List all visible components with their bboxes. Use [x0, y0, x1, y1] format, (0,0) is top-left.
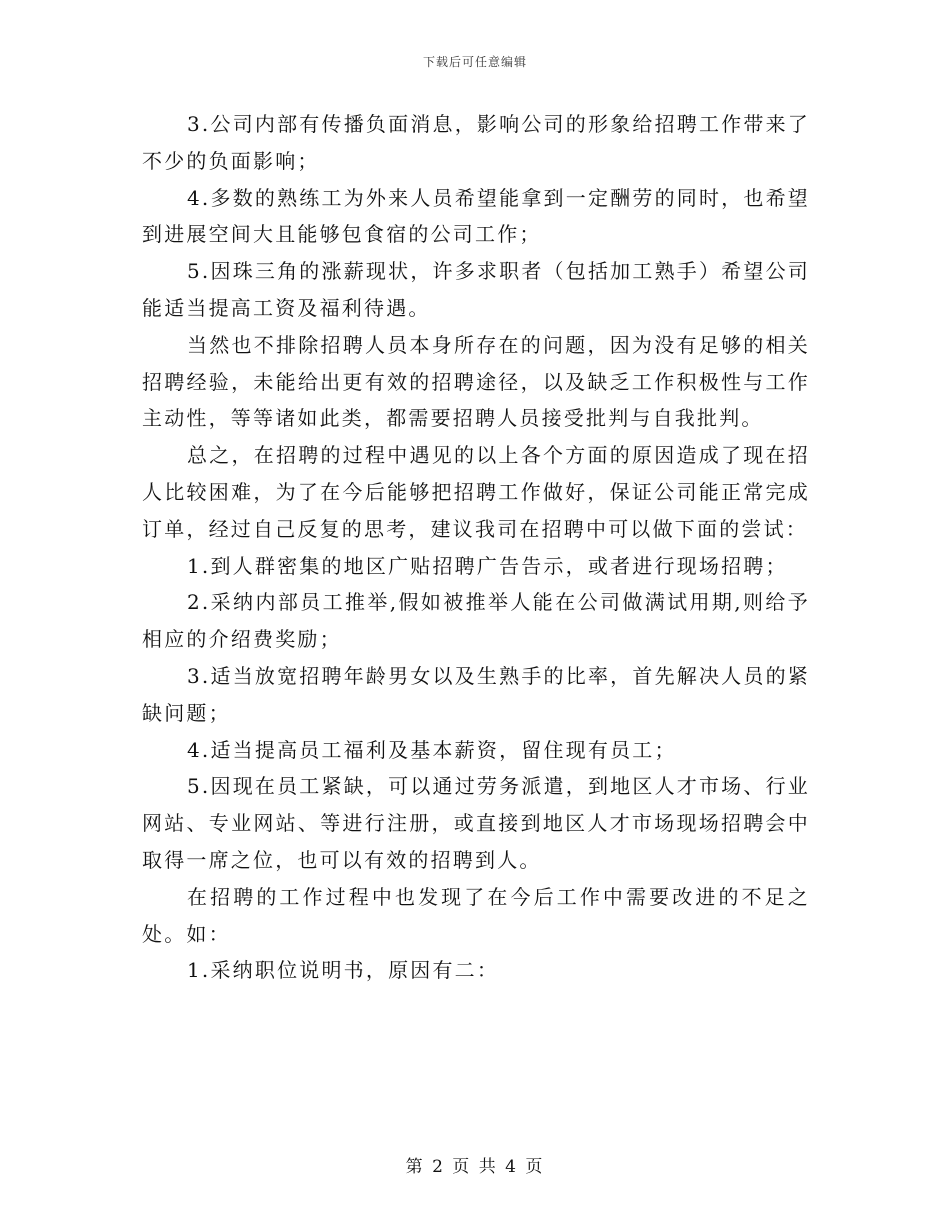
paragraph: 4.多数的熟练工为外来人员希望能拿到一定酬劳的同时，也希望到进展空间大且能够包食宿的公司工作；	[142, 185, 810, 247]
paragraph: 3.适当放宽招聘年龄男女以及生熟手的比率，首先解决人员的紧缺问题；	[142, 663, 810, 725]
paragraph: 5.因现在员工紧缺，可以通过劳务派遣，到地区人才市场、行业网站、专业网站、等进行注册，或直接到地区人才市场现场招聘会中取得一席之位，也可以有效的招聘到人。	[142, 774, 810, 872]
paragraph: 总之，在招聘的过程中遇见的以上各个方面的原因造成了现在招人比较困难，为了在今后能够把招聘工作做好，保证公司能正常完成订单，经过自己反复的思考，建议我司在招聘中可以做下面的尝试：	[142, 443, 810, 541]
page-header-note: 下载后可任意编辑	[422, 55, 527, 69]
paragraph: 在招聘的工作过程中也发现了在今后工作中需要改进的不足之处。如：	[142, 884, 810, 946]
paragraph: 1.采纳职位说明书，原因有二：	[187, 958, 500, 983]
paragraph: 5.因珠三角的涨薪现状，许多求职者（包括加工熟手）希望公司能适当提高工资及福利待遇。	[142, 259, 810, 320]
document-body	[142, 106, 810, 989]
paragraph: 2.采纳内部员工推举,假如被推举人能在公司做满试用期,则给予相应的介绍费奖励；	[142, 590, 810, 652]
paragraph: 4.适当提高员工福利及基本薪资，留住现有员工；	[187, 737, 677, 762]
paragraph: 当然也不排除招聘人员本身所存在的问题，因为没有足够的相关招聘经验，未能给出更有效的招聘途径，以及缺乏工作积极性与工作主动性，等等诸如此类，都需要招聘人员接受批判与自我批判。	[142, 332, 810, 431]
paragraph: 3.公司内部有传播负面消息，影响公司的形象给招聘工作带来了不少的负面影响；	[142, 112, 810, 173]
paragraph: 1.到人群密集的地区广贴招聘广告告示，或者进行现场招聘；	[187, 553, 788, 578]
page-number-footer: 第 2 页 共 4 页	[405, 1157, 545, 1177]
